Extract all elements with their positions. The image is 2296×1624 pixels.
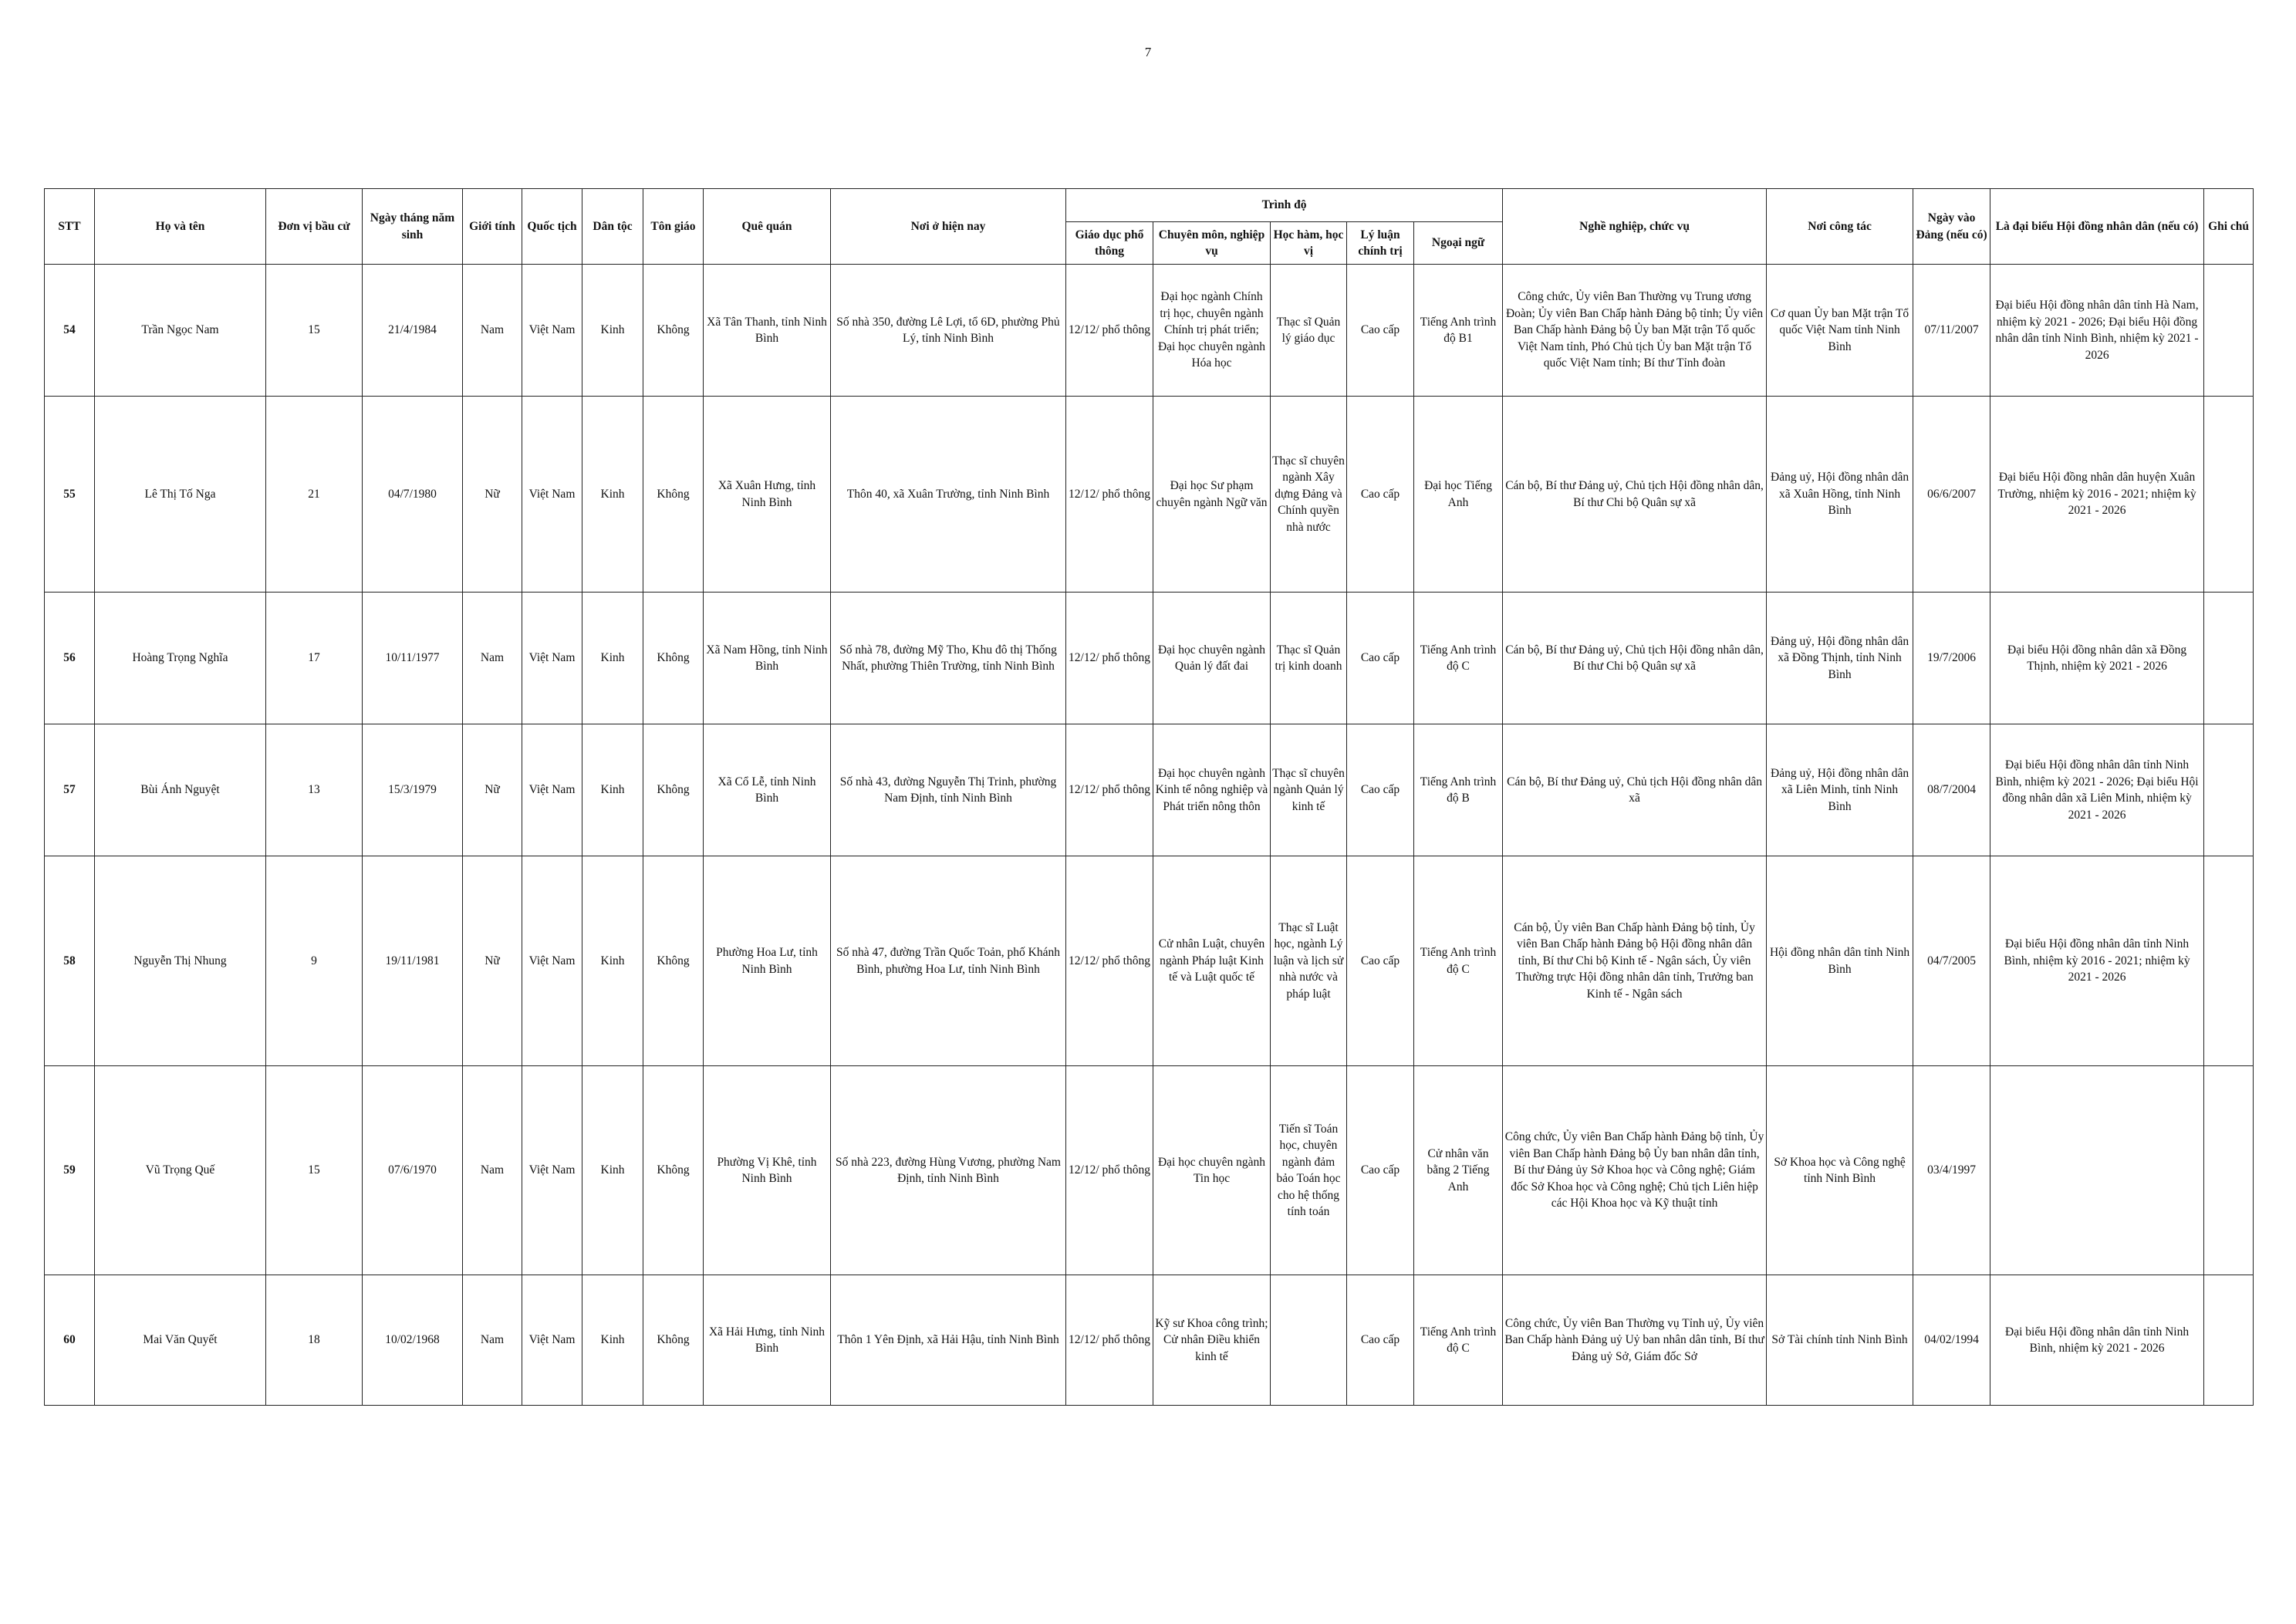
header-education-group: Trình độ (1066, 189, 1503, 222)
cell-unit: 15 (266, 1066, 363, 1275)
cell-party-date: 19/7/2006 (1913, 593, 1990, 724)
cell-workplace: Sở Khoa học và Công nghệ tỉnh Ninh Bình (1767, 1066, 1913, 1275)
header-residence: Nơi ở hiện nay (831, 189, 1066, 265)
cell-ethnicity: Kinh (582, 1275, 643, 1406)
cell-religion: Không (643, 724, 704, 856)
header-party-date: Ngày vào Đảng (nếu có) (1913, 189, 1990, 265)
cell-specialty: Đại học chuyên ngành Kinh tế nông nghiệp và Phát triển nông thôn (1153, 724, 1271, 856)
cell-unit: 9 (266, 856, 363, 1066)
cell-religion: Không (643, 593, 704, 724)
cell-dob: 19/11/1981 (363, 856, 463, 1066)
cell-note (2204, 1066, 2254, 1275)
cell-general-edu: 12/12/ phổ thông (1066, 1275, 1153, 1406)
cell-ethnicity: Kinh (582, 593, 643, 724)
header-occupation: Nghề nghiệp, chức vụ (1503, 189, 1767, 265)
cell-workplace: Sở Tài chính tỉnh Ninh Bình (1767, 1275, 1913, 1406)
cell-hometown: Xã Xuân Hưng, tỉnh Ninh Bình (704, 397, 831, 593)
cell-hometown: Xã Hải Hưng, tỉnh Ninh Bình (704, 1275, 831, 1406)
cell-name: Hoàng Trọng Nghĩa (95, 593, 266, 724)
cell-dob: 10/02/1968 (363, 1275, 463, 1406)
cell-unit: 15 (266, 265, 363, 397)
cell-occupation: Cán bộ, Bí thư Đảng uỷ, Chủ tịch Hội đồng nhân dân, Bí thư Chi bộ Quân sự xã (1503, 593, 1767, 724)
table-row (45, 856, 2254, 1066)
cell-general-edu: 12/12/ phổ thông (1066, 265, 1153, 397)
cell-religion: Không (643, 1275, 704, 1406)
header-religion: Tôn giáo (643, 189, 704, 265)
cell-degree (1271, 1275, 1347, 1406)
cell-hometown: Phường Hoa Lư, tỉnh Ninh Bình (704, 856, 831, 1066)
cell-general-edu: 12/12/ phổ thông (1066, 856, 1153, 1066)
cell-gender: Nữ (463, 856, 522, 1066)
cell-nationality: Việt Nam (522, 265, 582, 397)
cell-council: Đại biểu Hội đồng nhân dân xã Đồng Thịnh, nhiệm kỳ 2021 - 2026 (1990, 593, 2204, 724)
table-row (45, 593, 2254, 724)
cell-specialty: Đại học chuyên ngành Quản lý đất đai (1153, 593, 1271, 724)
header-hometown: Quê quán (704, 189, 831, 265)
cell-language: Tiếng Anh trình độ B (1414, 724, 1503, 856)
table-row (45, 397, 2254, 593)
cell-council: Đại biểu Hội đồng nhân dân huyện Xuân Trường, nhiệm kỳ 2016 - 2021; nhiệm kỳ 2021 - 2026 (1990, 397, 2204, 593)
cell-occupation: Cán bộ, Bí thư Đảng uỷ, Chủ tịch Hội đồng nhân dân, Bí thư Chi bộ Quân sự xã (1503, 397, 1767, 593)
cell-political: Cao cấp (1347, 397, 1414, 593)
cell-religion: Không (643, 397, 704, 593)
cell-unit: 18 (266, 1275, 363, 1406)
cell-degree: Thạc sĩ chuyên ngành Xây dựng Đảng và Chính quyền nhà nước (1271, 397, 1347, 593)
cell-residence: Thôn 1 Yên Định, xã Hải Hậu, tỉnh Ninh Bình (831, 1275, 1066, 1406)
cell-stt: 54 (45, 265, 95, 397)
cell-general-edu: 12/12/ phổ thông (1066, 724, 1153, 856)
header-gender: Giới tính (463, 189, 522, 265)
cell-workplace: Đảng uỷ, Hội đồng nhân dân xã Liên Minh, tỉnh Ninh Bình (1767, 724, 1913, 856)
page-number: 7 (1144, 45, 1152, 59)
cell-stt: 59 (45, 1066, 95, 1275)
cell-nationality: Việt Nam (522, 593, 582, 724)
cell-ethnicity: Kinh (582, 397, 643, 593)
cell-degree: Thạc sĩ chuyên ngành Quản lý kinh tế (1271, 724, 1347, 856)
cell-workplace: Cơ quan Ủy ban Mặt trận Tổ quốc Việt Nam tỉnh Ninh Bình (1767, 265, 1913, 397)
cell-unit: 13 (266, 724, 363, 856)
cell-nationality: Việt Nam (522, 1066, 582, 1275)
cell-stt: 60 (45, 1275, 95, 1406)
header-row (45, 189, 2254, 222)
cell-nationality: Việt Nam (522, 397, 582, 593)
cell-name: Nguyễn Thị Nhung (95, 856, 266, 1066)
cell-occupation: Cán bộ, Ủy viên Ban Chấp hành Đảng bộ tỉnh, Ủy viên Ban Chấp hành Đảng bộ Hội đồng nhân dân tỉnh, Bí thư Chi bộ Kinh tế - Ngân sách, Ủy viên Thường trực Hội đồng nhân dân tỉnh, Trưởng ban Kinh tế - Ngân sách (1503, 856, 1767, 1066)
cell-residence: Số nhà 223, đường Hùng Vương, phường Nam Định, tỉnh Ninh Bình (831, 1066, 1066, 1275)
cell-occupation: Công chức, Ủy viên Ban Chấp hành Đảng bộ tỉnh, Ủy viên Ban Chấp hành Đảng bộ Ủy ban nhân dân tỉnh, Bí thư Đảng ủy Sở Khoa học và Công nghệ; Giám đốc Sở Khoa học và Công nghệ; Chủ tịch Liên hiệp các Hội Khoa học và Kỹ thuật tỉnh (1503, 1066, 1767, 1275)
header-unit: Đơn vị bầu cử (266, 189, 363, 265)
cell-residence: Thôn 40, xã Xuân Trường, tỉnh Ninh Bình (831, 397, 1066, 593)
cell-unit: 17 (266, 593, 363, 724)
cell-note (2204, 856, 2254, 1066)
cell-gender: Nam (463, 265, 522, 397)
cell-workplace: Hội đồng nhân dân tỉnh Ninh Bình (1767, 856, 1913, 1066)
cell-council: Đại biểu Hội đồng nhân dân tỉnh Ninh Bình, nhiệm kỳ 2021 - 2026 (1990, 1275, 2204, 1406)
cell-party-date: 08/7/2004 (1913, 724, 1990, 856)
cell-hometown: Xã Cổ Lễ, tỉnh Ninh Bình (704, 724, 831, 856)
cell-language: Cử nhân văn bằng 2 Tiếng Anh (1414, 1066, 1503, 1275)
table-row (45, 724, 2254, 856)
cell-ethnicity: Kinh (582, 265, 643, 397)
cell-residence: Số nhà 43, đường Nguyễn Thị Trinh, phường Nam Định, tỉnh Ninh Bình (831, 724, 1066, 856)
cell-gender: Nam (463, 1275, 522, 1406)
header-language: Ngoại ngữ (1414, 222, 1503, 265)
cell-degree: Thạc sĩ Quản trị kinh doanh (1271, 593, 1347, 724)
cell-workplace: Đảng uỷ, Hội đồng nhân dân xã Đồng Thịnh, tỉnh Ninh Bình (1767, 593, 1913, 724)
cell-council: Đại biểu Hội đồng nhân dân tỉnh Hà Nam, nhiệm kỳ 2021 - 2026; Đại biểu Hội đồng nhân dân tỉnh Ninh Bình, nhiệm kỳ 2021 - 2026 (1990, 265, 2204, 397)
header-specialty: Chuyên môn, nghiệp vụ (1153, 222, 1271, 265)
cell-nationality: Việt Nam (522, 856, 582, 1066)
table-row (45, 1066, 2254, 1275)
cell-occupation: Cán bộ, Bí thư Đảng uỷ, Chủ tịch Hội đồng nhân dân xã (1503, 724, 1767, 856)
cell-occupation: Công chức, Ủy viên Ban Thường vụ Trung ương Đoàn; Ủy viên Ban Chấp hành Đảng bộ tỉnh; Ủy viên Ban Chấp hành Đảng bộ Ủy ban Mặt trận Tổ quốc Việt Nam tỉnh, Phó Chủ tịch Ủy ban Mặt trận Tổ quốc Việt Nam tỉnh; Bí thư Tỉnh đoàn (1503, 265, 1767, 397)
cell-religion: Không (643, 265, 704, 397)
cell-language: Đại học Tiếng Anh (1414, 397, 1503, 593)
cell-political: Cao cấp (1347, 856, 1414, 1066)
cell-specialty: Đại học Sư phạm chuyên ngành Ngữ văn (1153, 397, 1271, 593)
cell-general-edu: 12/12/ phổ thông (1066, 593, 1153, 724)
cell-political: Cao cấp (1347, 724, 1414, 856)
cell-specialty: Kỹ sư Khoa công trình; Cử nhân Điều khiển kinh tế (1153, 1275, 1271, 1406)
cell-stt: 58 (45, 856, 95, 1066)
cell-dob: 04/7/1980 (363, 397, 463, 593)
cell-party-date: 06/6/2007 (1913, 397, 1990, 593)
cell-dob: 10/11/1977 (363, 593, 463, 724)
cell-name: Mai Văn Quyết (95, 1275, 266, 1406)
cell-party-date: 04/02/1994 (1913, 1275, 1990, 1406)
cell-specialty: Đại học ngành Chính trị học, chuyên ngành Chính trị phát triển; Đại học chuyên ngành Hóa học (1153, 265, 1271, 397)
cell-party-date: 07/11/2007 (1913, 265, 1990, 397)
cell-council (1990, 1066, 2204, 1275)
cell-name: Bùi Ánh Nguyệt (95, 724, 266, 856)
cell-gender: Nữ (463, 397, 522, 593)
cell-gender: Nam (463, 1066, 522, 1275)
cell-gender: Nam (463, 593, 522, 724)
cell-political: Cao cấp (1347, 1275, 1414, 1406)
header-stt: STT (45, 189, 95, 265)
cell-specialty: Đại học chuyên ngành Tin học (1153, 1066, 1271, 1275)
header-general-edu: Giáo dục phổ thông (1066, 222, 1153, 265)
cell-note (2204, 1275, 2254, 1406)
cell-name: Lê Thị Tố Nga (95, 397, 266, 593)
cell-general-edu: 12/12/ phổ thông (1066, 1066, 1153, 1275)
cell-note (2204, 593, 2254, 724)
header-note: Ghi chú (2204, 189, 2254, 265)
cell-hometown: Phường Vị Khê, tỉnh Ninh Bình (704, 1066, 831, 1275)
cell-degree: Thạc sĩ Luật học, ngành Lý luận và lịch sử nhà nước và pháp luật (1271, 856, 1347, 1066)
cell-language: Tiếng Anh trình độ C (1414, 593, 1503, 724)
cell-general-edu: 12/12/ phổ thông (1066, 397, 1153, 593)
header-nationality: Quốc tịch (522, 189, 582, 265)
cell-occupation: Công chức, Ủy viên Ban Thường vụ Tỉnh uỷ, Ủy viên Ban Chấp hành Đảng uỷ Uỷ ban nhân dân tỉnh, Bí thư Đảng uỷ Sở, Giám đốc Sở (1503, 1275, 1767, 1406)
table-row (45, 265, 2254, 397)
cell-degree: Thạc sĩ Quản lý giáo dục (1271, 265, 1347, 397)
cell-party-date: 03/4/1997 (1913, 1066, 1990, 1275)
table-row (45, 1275, 2254, 1406)
header-ethnicity: Dân tộc (582, 189, 643, 265)
header-degree: Học hàm, học vị (1271, 222, 1347, 265)
cell-language: Tiếng Anh trình độ C (1414, 856, 1503, 1066)
cell-specialty: Cử nhân Luật, chuyên ngành Pháp luật Kinh tế và Luật quốc tế (1153, 856, 1271, 1066)
cell-unit: 21 (266, 397, 363, 593)
header-name: Họ và tên (95, 189, 266, 265)
cell-language: Tiếng Anh trình độ B1 (1414, 265, 1503, 397)
cell-name: Vũ Trọng Quế (95, 1066, 266, 1275)
cell-stt: 55 (45, 397, 95, 593)
cell-degree: Tiến sĩ Toán học, chuyên ngành đảm bảo Toán học cho hệ thống tính toán (1271, 1066, 1347, 1275)
cell-stt: 57 (45, 724, 95, 856)
cell-council: Đại biểu Hội đồng nhân dân tỉnh Ninh Bình, nhiệm kỳ 2016 - 2021; nhiệm kỳ 2021 - 2026 (1990, 856, 2204, 1066)
cell-political: Cao cấp (1347, 593, 1414, 724)
cell-ethnicity: Kinh (582, 724, 643, 856)
cell-note (2204, 265, 2254, 397)
cell-nationality: Việt Nam (522, 724, 582, 856)
cell-political: Cao cấp (1347, 265, 1414, 397)
cell-note (2204, 724, 2254, 856)
cell-dob: 21/4/1984 (363, 265, 463, 397)
cell-religion: Không (643, 856, 704, 1066)
cell-council: Đại biểu Hội đồng nhân dân tỉnh Ninh Bình, nhiệm kỳ 2021 - 2026; Đại biểu Hội đồng nhân dân xã Liên Minh, nhiệm kỳ 2021 - 2026 (1990, 724, 2204, 856)
cell-hometown: Xã Tân Thanh, tỉnh Ninh Bình (704, 265, 831, 397)
cell-nationality: Việt Nam (522, 1275, 582, 1406)
cell-note (2204, 397, 2254, 593)
cell-dob: 15/3/1979 (363, 724, 463, 856)
candidate-table (44, 188, 2254, 1406)
cell-religion: Không (643, 1066, 704, 1275)
cell-residence: Số nhà 78, đường Mỹ Tho, Khu đô thị Thống Nhất, phường Thiên Trường, tỉnh Ninh Bình (831, 593, 1066, 724)
cell-residence: Số nhà 47, đường Trần Quốc Toản, phố Khánh Bình, phường Hoa Lư, tỉnh Ninh Bình (831, 856, 1066, 1066)
cell-party-date: 04/7/2005 (1913, 856, 1990, 1066)
cell-name: Trần Ngọc Nam (95, 265, 266, 397)
header-council: Là đại biểu Hội đồng nhân dân (nếu có) (1990, 189, 2204, 265)
cell-ethnicity: Kinh (582, 1066, 643, 1275)
cell-residence: Số nhà 350, đường Lê Lợi, tổ 6D, phường Phủ Lý, tỉnh Ninh Bình (831, 265, 1066, 397)
cell-workplace: Đảng uỷ, Hội đồng nhân dân xã Xuân Hồng, tỉnh Ninh Bình (1767, 397, 1913, 593)
cell-language: Tiếng Anh trình độ C (1414, 1275, 1503, 1406)
cell-ethnicity: Kinh (582, 856, 643, 1066)
cell-gender: Nữ (463, 724, 522, 856)
header-political: Lý luận chính trị (1347, 222, 1414, 265)
header-workplace: Nơi công tác (1767, 189, 1913, 265)
cell-hometown: Xã Nam Hồng, tỉnh Ninh Bình (704, 593, 831, 724)
cell-stt: 56 (45, 593, 95, 724)
cell-political: Cao cấp (1347, 1066, 1414, 1275)
header-dob: Ngày tháng năm sinh (363, 189, 463, 265)
cell-dob: 07/6/1970 (363, 1066, 463, 1275)
